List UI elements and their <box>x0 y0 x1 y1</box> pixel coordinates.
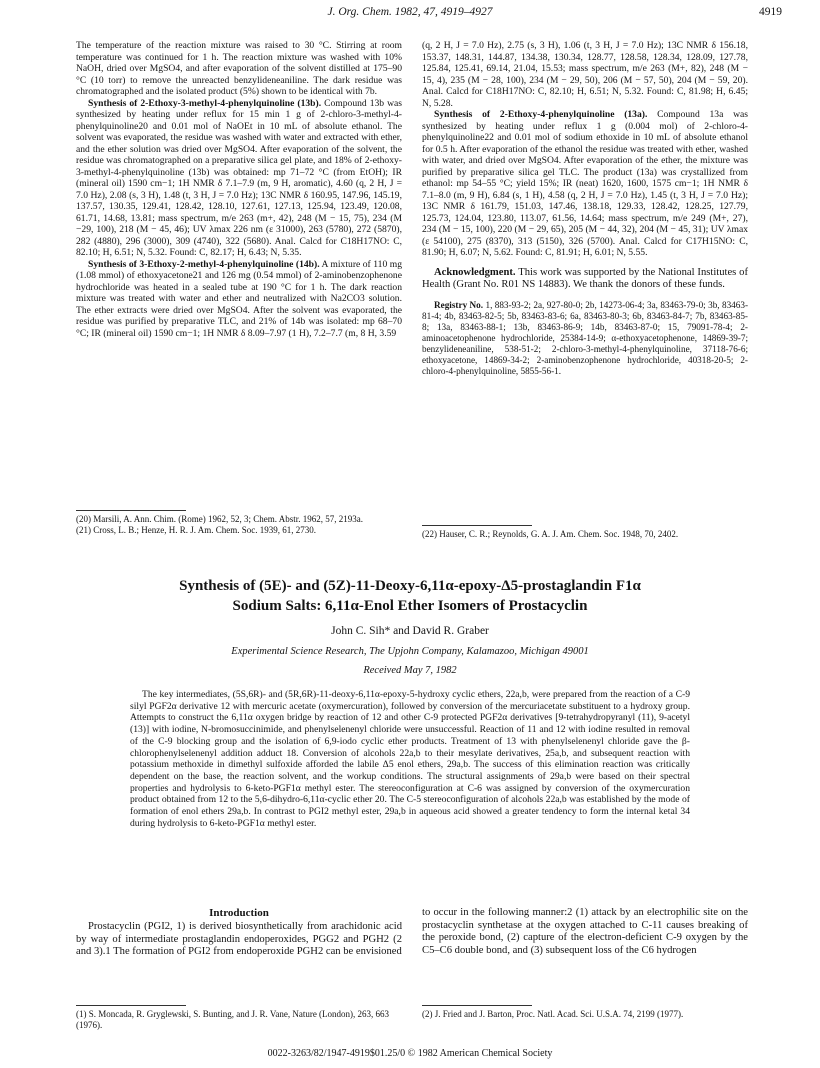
page-number: 4919 <box>759 6 782 18</box>
footnote-22: (22) Hauser, C. R.; Reynolds, G. A. J. Am. Chem. Soc. 1948, 70, 2402. <box>422 529 679 539</box>
footnote-rule-bottom-right <box>422 1005 532 1006</box>
received-date: Received May 7, 1982 <box>363 665 457 676</box>
introduction-right-text: to occur in the following manner:2 (1) attack by an electrophilic site on the prostacyclin synthetase at the oxygen attached to C-11 causes breaking of the peroxide bond, (2) capture of the electron-deficient C-9 oxygen by the C5–C6 double bond, and (3) subsequent loss of the C6 hydrogen <box>422 907 748 956</box>
footnote-21: (21) Cross, L. B.; Henze, H. R. J. Am. Chem. Soc. 1939, 61, 2730. <box>76 525 316 535</box>
article-title-line-2: Sodium Salts: 6,11α-Enol Ether Isomers of Prostacyclin <box>232 598 588 614</box>
article-affiliation: Experimental Science Research, The Upjohn Company, Kalamazoo, Michigan 49001 <box>231 646 589 657</box>
copyright-footer: 0022-3263/82/1947-4919$01.25/0 © 1982 American Chemical Society <box>267 1048 553 1059</box>
registry-heading: Registry No. <box>434 299 484 310</box>
acknowledgment <box>422 267 748 292</box>
acknowledgment-heading: Acknowledgment. <box>434 266 516 278</box>
footnote-rule-bottom-left <box>76 1005 186 1006</box>
footnote-rule-left <box>76 510 186 511</box>
journal-citation: J. Org. Chem. 1982, 47, 4919–4927 <box>327 6 493 18</box>
right-column <box>422 40 748 377</box>
registry-numbers <box>422 300 748 377</box>
left-footnotes <box>76 514 402 536</box>
acknowledgment-text: This work was supported by the National Institutes of Health (Grant No. R01 NS 14883). We thank the donors of these funds. <box>422 266 748 291</box>
article-authors: John C. Sih* and David R. Graber <box>331 625 489 637</box>
paragraph-13b-text: Compound 13b was synthesized by heating under reflux for 15 min 1 g of 2-chloro-3-methyl-4-phenylquinoline20 and 0.01 mol of NaOEt in 10 mL of absolute ethanol. The solvent was evaporated, the residue was washed with water and extracted with ether, and the ether solution was dried over MgSO4. After evaporation of the solvent, the residue was chromatographed on a preparative silica gel plate, and 18% of 2-ethoxy-3-methyl-4-phenylquinoline (13b) was obtained: mp 71–72 °C (from EtOH); IR (mineral oil) 1590 cm−1; 1H NMR δ 7.1–7.9 (m, 9 H, aromatic), 4.60 (q, 2 H, J = 7.0 Hz), 2.08 (s, 3 H), 1.48 (t, 3 H, J = 7.0 Hz); 13C NMR δ 160.95, 147.96, 145.19, 137.57, 130.35, 129.41, 128.42, 128.10, 127.61, 127.13, 125.94, 123.49, 120.08, 61.71, 14.68, 13.81; mass spectrum, m/e 263 (m+, 42), 248 (M − 15, 75), 234 (M −29, 100), 218 (M − 45, 46); UV λmax 226 nm (ε 31000), 263 (5780), 272 (5870), 282 (4880), 296 (3000), 309 (4740), 322 (5680). Anal. Calcd for C18H17NO: C, 82.10; H, 6.51; N, 5.32. Found: C, 82.17; H, 6.43; N, 5.35. <box>76 97 402 258</box>
section-heading-13a: Synthesis of 2-Ethoxy-4-phenylquinoline (13a). <box>434 109 648 120</box>
footnote-20: (20) Marsili, A. Ann. Chim. (Rome) 1962, 52, 3; Chem. Abstr. 1962, 57, 2193a. <box>76 514 363 524</box>
running-header <box>0 6 820 26</box>
footnote-2: (2) J. Fried and J. Barton, Proc. Natl. Acad. Sci. U.S.A. 74, 2199 (1977). <box>422 1009 684 1019</box>
footnote-rule-right <box>422 525 532 526</box>
left-paragraph-1: The temperature of the reaction mixture was raised to 30 °C. Stirring at room temperature was continued for 1 h. The reaction mixture was washed with 10% NaOH, dried over MgSO4, and after evaporation of the solvent distilled at 175–90 °C (10 torr) to remove the unreacted benzylideneaniline. The dark residue was chromatographed and the isolated product (5%) shown to be identical with 7b. <box>76 40 402 97</box>
right-footnotes <box>422 529 748 540</box>
footnote-1: (1) S. Moncada, R. Gryglewski, S. Bunting, and J. R. Vane, Nature (London), 263, 663 (1976). <box>76 1009 390 1030</box>
right-paragraph-1: (q, 2 H, J = 7.0 Hz), 2.75 (s, 3 H), 1.06 (t, 3 H, J = 7.0 Hz); 13C NMR δ 156.18, 153.37, 148.31, 144.87, 134.38, 130.34, 128.77, 128.58, 128.34, 128.09, 127.78, 125.84, 125.41, 69.14, 21.04, 15.53; mass spectrum, m/e 263 (M+, 82), 248 (M − 15, 4), 235 (M − 28, 100), 234 (M − 29, 50), 206 (M − 57, 50), 204 (M − 59, 20). Anal. Calcd for C18H17NO: C, 82.10; H, 6.51; N, 5.32. Found: C, 81.98; H, 6.45; N, 5.28. <box>422 40 748 109</box>
article-title-line-1: Synthesis of (5E)- and (5Z)-11-Deoxy-6,11α-epoxy-Δ5-prostaglandin F1α <box>179 578 641 594</box>
left-column <box>76 40 402 339</box>
article-title <box>60 576 760 616</box>
section-heading-14b: Synthesis of 3-Ethoxy-2-methyl-4-phenylquinoline (14b). <box>88 258 320 270</box>
registry-text: 1, 883-93-2; 2a, 927-80-0; 2b, 14273-06-4; 3a, 83463-79-0; 3b, 83463-81-4; 4b, 83463-82-5; 5b, 83463-83-6; 6a, 83463-80-3; 6b, 83463-84-7; 7b, 83463-85-8; 13a, 83463-88-1; 13b, 83463-86-9; 14b, 83463-87-0; 15, 79091-78-4; 2-aminoacetophenone hydrochloride, 25384-14-9; α-ethoxyacetophenone, 14869-39-7; benzylideneaniline, 538-51-2; 2-chloro-3-methyl-4-phenylquinoline, 37118-76-6; ethoxyacetone, 14869-34-2; 2-aminobenzophenone hydrochloride, 40318-20-5; 2-chloro-4-phenylquinoline, 5855-56-1. <box>422 299 749 376</box>
paragraph-14b-text: A mixture of 110 mg (1.08 mmol) of ethoxyacetone21 and 126 mg (0.54 mmol) of 2-aminobenzophenone hydrochloride was heated in a sealed tube at 190 °C for 1 h. The dark reaction mixture was treated with water and ether and neutralized with Na2CO3 solution. The ether extracts were dried over MgSO4. After the solvent was evaporated, the residue was purified by preparative TLC, and 21% of 14b was isolated: mp 68–70 °C; IR (mineral oil) 1590 cm−1; 1H NMR δ 8.09–7.97 (1 H), 7.2–7.7 (m, 8 H, 3.59 <box>76 258 402 339</box>
article-abstract: The key intermediates, (5S,6R)- and (5R,6R)-11-deoxy-6,11α-epoxy-5-hydroxy cyclic ethers, 22a,b, were prepared from the reaction of a C-9 silyl PGF2α derivative 12 with mercuric acetate (oxymercuration), followed by conversion of the mercuriacetate substituent to a hydroxy group. Attempts to construct the 6,11α oxygen bridge by reaction of 12 and other C-9 protected PGF2α derivatives [9-tetrahydropyranyl (11), 9-acetyl (13)] with iodine, N-bromosuccinimide, and phenylselenenyl chloride were unsuccessful. Reaction of 11 and 12 with iodine resulted in removal of the C-9 blocking group and the isolation of 6,9-iodo cyclic ether products. Treatment of 13 with phenylselenenyl chloride gave the β-chlorophenylselenenyl addition adduct 18. Conversion of alcohols 22a,b to their mesylate derivatives, 25a,b, and subsequent reaction with potassium methoxide in dimethyl sulfoxide afforded the labile Δ5 enol ethers, 29a,b. The success of this elimination reaction was critically dependent on the base, the reaction solvent, and the workup conditions. The structural assignments of 29a,b were based on their spectral properties and hydrolysis to 6-keto-PGF1α methyl ester. The stereoconfiguration at C-6 was assigned by conversion of the oxymercuration product obtained from 12 to the 5,6-dihydro-6,11α-cyclic ether 20. The C-5 stereoconfiguration of alcohols 22a,b was established by the mode of formation of enol ethers 29a,b. In contrast to PGI2 methyl ester, 29a,b in aqueous acid showed a greater tendency to form the internal ketal 34 during hydrolysis to 6-keto-PGF1α methyl ester. <box>130 689 690 829</box>
paragraph-13a-text: Compound 13a was synthesized by heating under reflux 1 g (0.004 mol) of 2-chloro-4-phenylquinoline22 and 0.01 mol of sodium ethoxide in 10 mL of absolute ethanol for 0.5 h. After evaporation of the ethanol the residue was treated with ether, washed with water, and dried over MgSO4. After evaporation of the ether, the mixture was purified by preparative silica gel TLC. The product (13a) was crystallized from ethanol: mp 54–55 °C; yield 15%; IR (neat) 1620, 1600, 1575 cm−1; 1H NMR δ 7.1–8.0 (m, 9 H), 6.84 (s, 1 H), 4.58 (q, 2 H, J = 7.0 Hz), 1.45 (t, 3 H, J = 7.0 Hz); 13C NMR δ 161.79, 151.03, 147.46, 138.18, 129.33, 128.42, 128.25, 127.79, 125.73, 124.04, 123.80, 113.07, 61.56, 14.64; mass spectrum, m/e 249 (M+, 27), 234 (M − 15, 100), 220 (M − 29, 65), 205 (M − 44, 32), 204 (M − 45, 31); UV λmax (ε 54100), 275 (8370), 313 (5150), 326 (5700). Anal. Calcd for C17H15NO: C, 81.90; H, 6.07; N, 5.62. Found: C, 81.91; H, 6.01; N, 5.55. <box>422 109 748 258</box>
right-paragraph-2 <box>422 109 748 259</box>
section-heading-13b: Synthesis of 2-Ethoxy-3-methyl-4-phenylquinoline (13b). <box>88 97 322 109</box>
introduction-heading: Introduction <box>209 907 269 919</box>
left-paragraph-3 <box>76 259 402 340</box>
introduction-left-text: Prostacyclin (PGI2, 1) is derived biosynthetically from arachidonic acid by way of intermediate prostaglandin endoperoxides, PGG2 and PGH2 (2 and 3).1 The formation of PGI2 from endoperoxide PGH2 can be envisioned <box>76 921 402 958</box>
left-paragraph-2 <box>76 98 402 259</box>
